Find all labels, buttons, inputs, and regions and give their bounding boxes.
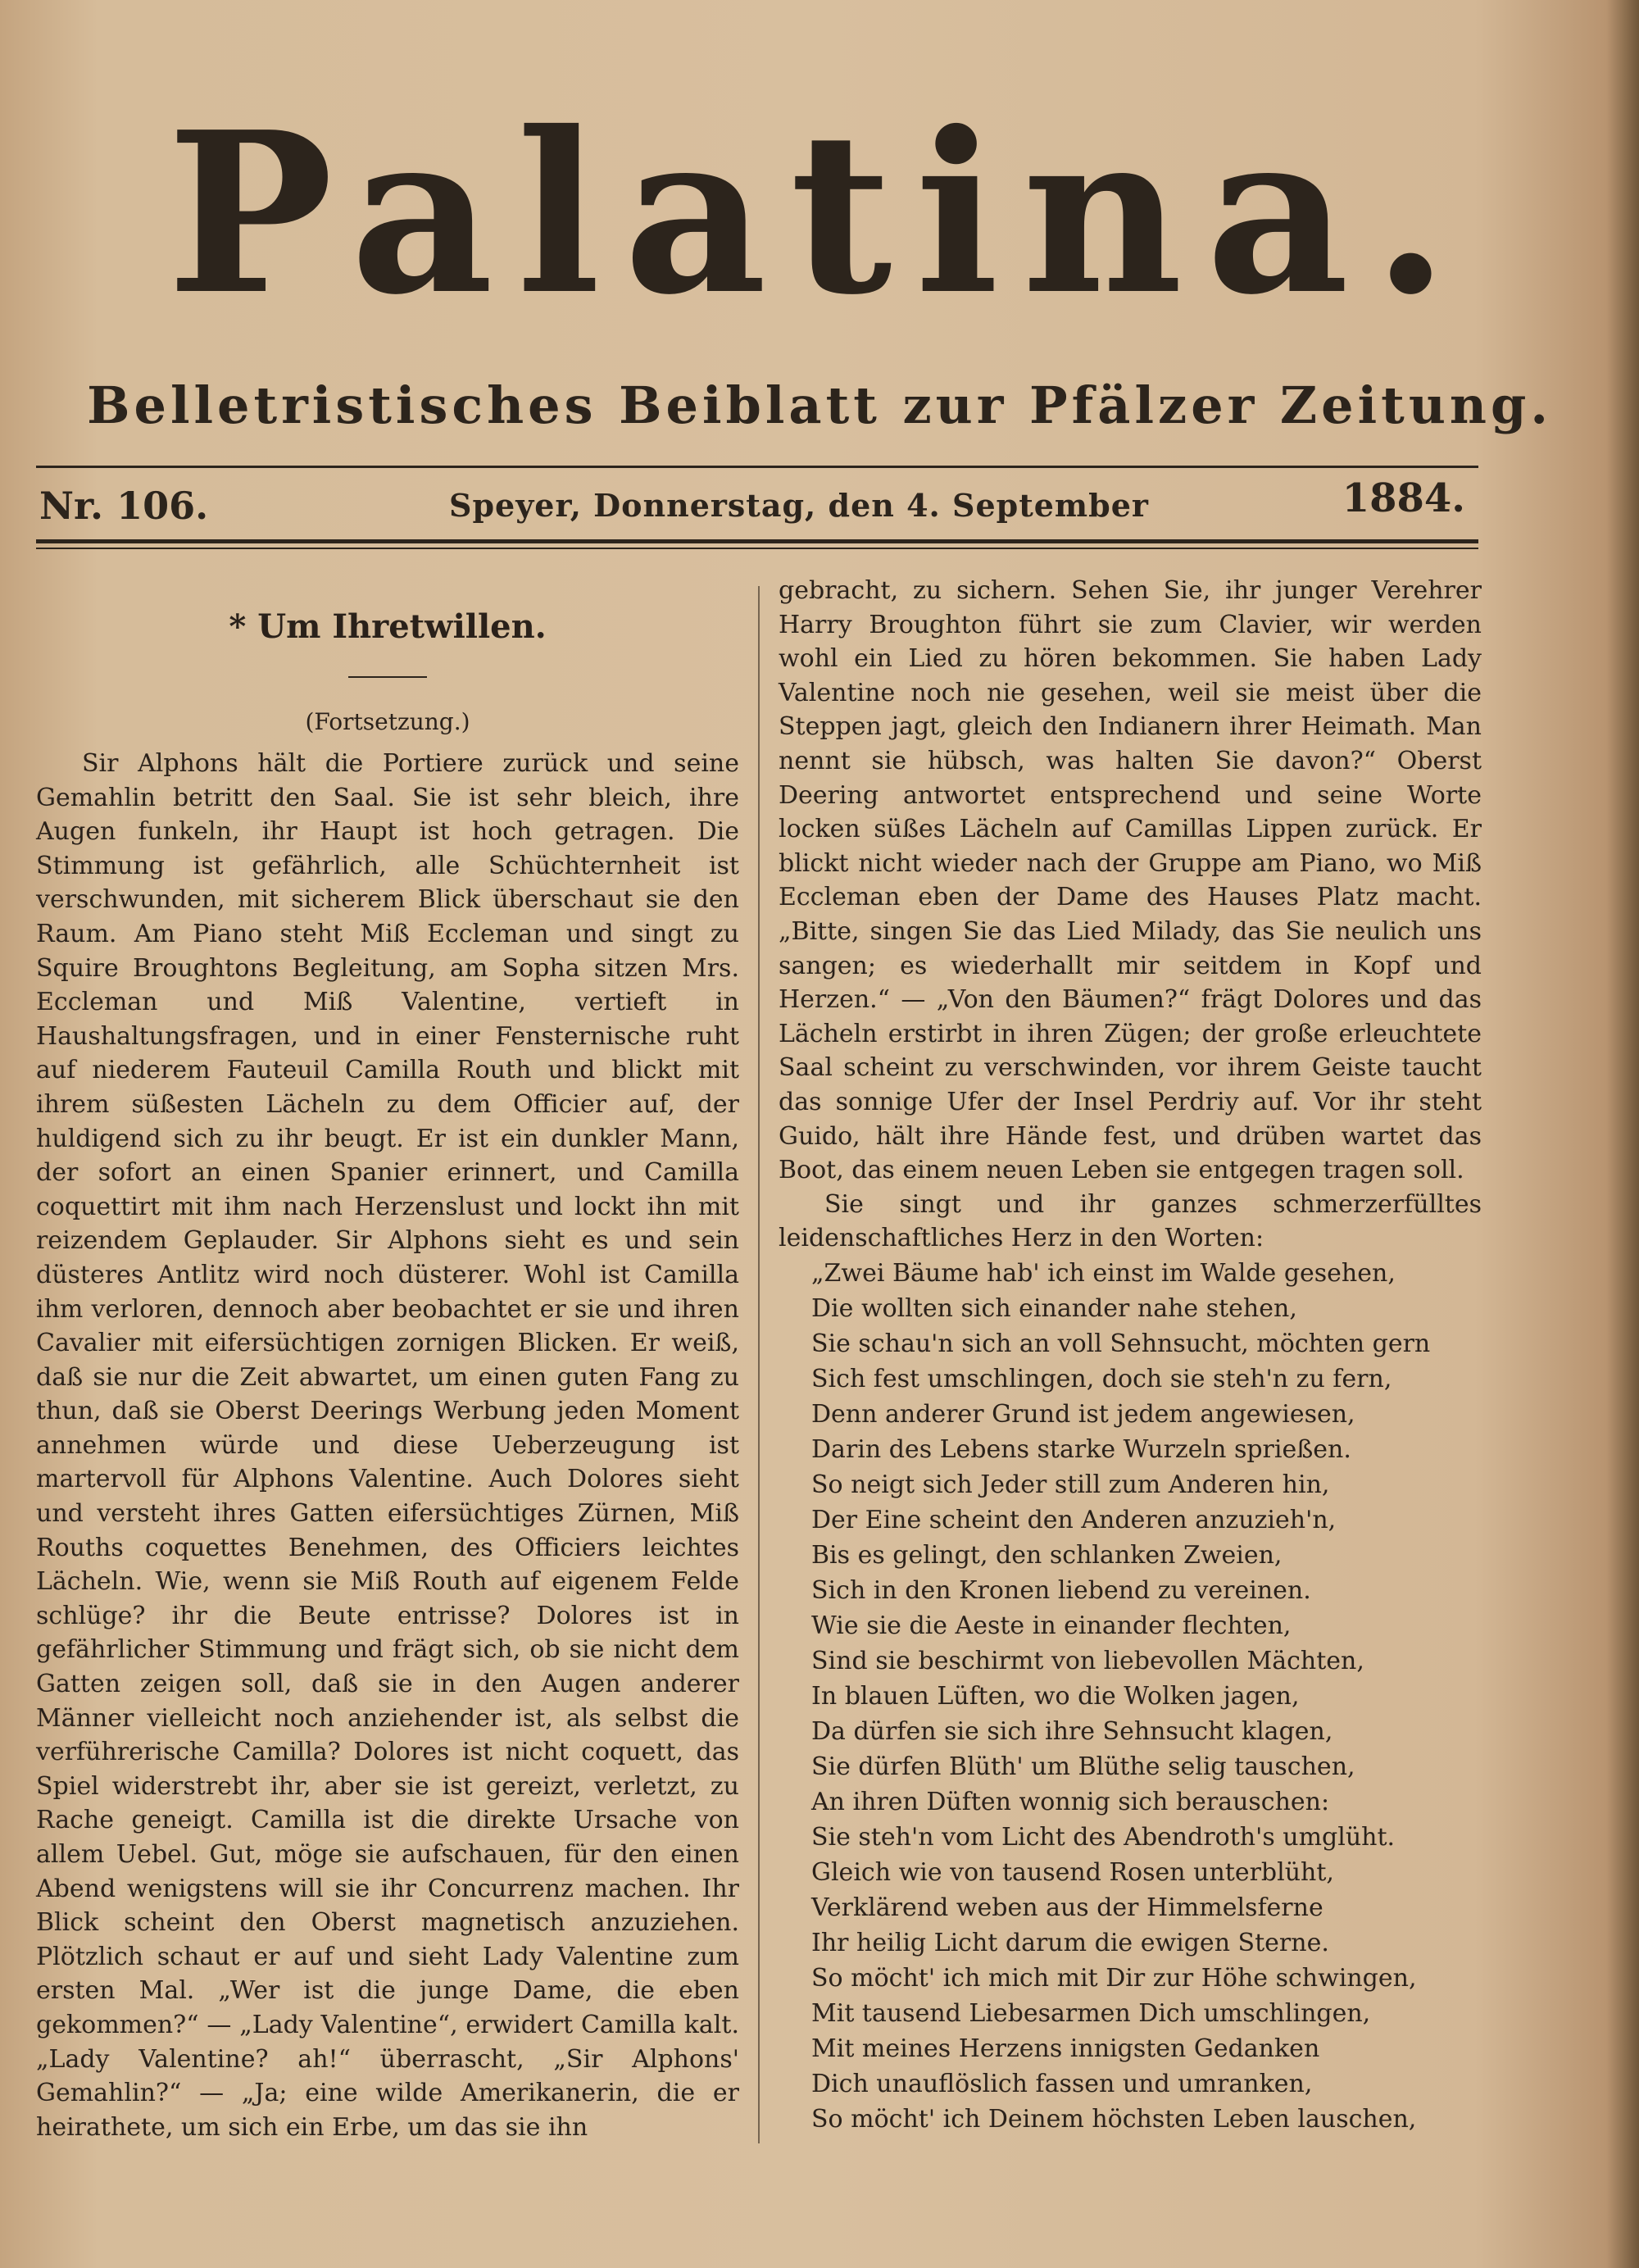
poem-line: Ihr heilig Licht darum die ewigen Sterne. (811, 1928, 1329, 1957)
continuation-note: (Fortsetzung.) (305, 708, 470, 735)
poem-line: Dich unauflöslich fassen und umranken, (811, 2069, 1313, 2098)
poem-line: Wie sie die Aeste in einander flechten, (811, 1611, 1292, 1640)
poem-line: So möcht' ich mich mit Dir zur Höhe schwingen, (811, 1963, 1417, 1993)
poem-line: „Zwei Bäume hab' ich einst im Walde gesehen, (811, 1258, 1396, 1288)
column-separator (758, 586, 760, 2143)
poem-line: Die wollten sich einander nahe stehen, (811, 1293, 1297, 1323)
poem-line: Verklärend weben aus der Himmelsferne (811, 1893, 1323, 1922)
dateline-rule-thin (36, 548, 1478, 549)
dateline (39, 475, 1465, 533)
issue-year: 1884. (1342, 475, 1465, 521)
poem-line: Da dürfen sie sich ihre Sehnsucht klagen, (811, 1716, 1333, 1746)
poem-line: So neigt sich Jeder still zum Anderen hin, (811, 1470, 1330, 1499)
left-column (36, 602, 739, 2144)
poem-line: In blauen Lüften, wo die Wolken jagen, (811, 1681, 1300, 1711)
poem-line: Bis es gelingt, den schlanken Zweien, (811, 1540, 1283, 1570)
masthead-title: Palatina. (166, 83, 1473, 343)
poem-line: Der Eine scheint den Anderen anzuzieh'n, (811, 1505, 1337, 1534)
poem-line: Sie schau'n sich an voll Sehnsucht, möchten gern (811, 1329, 1431, 1358)
article-paragraph-song-intro: Sie singt und ihr ganzes schmerzerfülltes leidenschaftliches Herz in den Worten: (779, 1189, 1482, 1253)
poem-line: Sind sie beschirmt von liebevollen Mächten, (811, 1646, 1364, 1675)
poem-line: Sie dürfen Blüth' um Blüthe selig tauschen, (811, 1752, 1355, 1781)
poem-line: An ihren Düften wonnig sich berauschen: (811, 1787, 1330, 1816)
poem-line: Darin des Lebens starke Wurzeln sprießen. (811, 1434, 1351, 1464)
dateline-rule-thick (36, 539, 1478, 543)
poem-line: Mit meines Herzens innigsten Gedanken (811, 2034, 1320, 2063)
article-title: * Um Ihretwillen. (229, 607, 547, 646)
title-divider (348, 676, 427, 678)
top-rule (36, 466, 1478, 468)
article-paragraph-left: Sir Alphons hält die Portiere zurück und seine Gemahlin betritt den Saal. Sie ist sehr bleich, ihre Augen funkeln, ihr Haupt ist hoch getragen. Die Stimmung ist gefährlich, alle Schüchternheit ist verschwunden, mit sicherem Blick überschaut sie den Raum. Am Piano steht Miß Eccleman und singt zu Squire Broughtons Begleitung, am Sopha sitzen Mrs. Eccleman und Miß Valentine, vertieft in Haushaltungsfragen, und in einer Fensternische ruht auf niederem Fauteuil Camilla Routh und blickt mit ihrem süßesten Lächeln zu dem Officier auf, der huldigend sich zu ihr beugt. Er ist ein dunkler Mann, der sofort an einen Spanier erinnert, und Camilla coquettirt mit ihm nach Herzenslust und lockt ihn mit reizendem Geplauder. Sir Alphons sieht es und sein düsteres Antlitz wird noch düsterer. Wohl ist Camilla ihm verloren, dennoch aber beobachtet er sie und ihren Cavalier mit eifersüchtigen zornigen Blicken. Er weiß, daß sie nur die Zeit abwartet, um einen guten Fang zu thun, daß sie Oberst Deerings Werbung jeden Moment annehmen würde und diese Ueberzeugung ist martervoll für Alphons Valentine. Auch Dolores sieht und versteht ihres Gatten eifersüchtiges Zürnen, Miß Rouths coquettes Benehmen, des Officiers leichtes Lächeln. Wie, wenn sie Miß Routh auf eigenem Felde schlüge? ihr die Beute entrisse? Dolores ist in gefährlicher Stimmung und frägt sich, ob sie nicht dem Gatten zeigen soll, daß sie in den Augen anderer Männer vielleicht noch anziehender ist, als selbst die verführerische Camilla? Dolores ist nicht coquett, das Spiel widerstrebt ihr, aber sie ist gereizt, verletzt, zu Rache geneigt. Camilla ist die direkte Ursache von allem Uebel. Gut, möge sie aufschauen, für den einen Abend wenigstens will sie ihr Concurrenz machen. Ihr Blick scheint den Oberst magnetisch anzuziehen. Plötzlich schaut er auf und sieht Lady Valentine zum ersten Mal. „Wer ist die junge Dame, die eben gekommen?“ — „Lady Valentine“, erwidert Camilla kalt. „Lady Valentine? ah!“ überrascht, „Sir Alphons' Gemahlin?“ — „Ja; eine wilde Amerikanerin, die er heirathete, um sich ein Erbe, um das sie ihn (36, 749, 739, 2142)
poem-line: Gleich wie von tausend Rosen unterblüht, (811, 1857, 1334, 1887)
poem-line: Sie steh'n vom Licht des Abendroth's umglüht. (811, 1822, 1396, 1852)
poem (779, 1256, 1482, 2137)
poem-line: Sich in den Kronen liebend zu vereinen. (811, 1575, 1311, 1605)
issue-number: Nr. 106. (39, 484, 209, 528)
right-column (779, 574, 1482, 2137)
poem-line: Sich fest umschlingen, doch sie steh'n zu fern, (811, 1364, 1392, 1393)
poem-line: So möcht' ich Deinem höchsten Leben lauschen, (811, 2104, 1417, 2134)
poem-line: Mit tausend Liebesarmen Dich umschlingen, (811, 1998, 1371, 2028)
issue-place-date: Speyer, Donnerstag, den 4. September (449, 487, 1149, 524)
masthead-subtitle: Belletristisches Beiblatt zur Pfälzer Zeitung. (87, 375, 1552, 435)
article-paragraph-right: gebracht, zu sichern. Sehen Sie, ihr junger Verehrer Harry Broughton führt sie zum Clavier, wir werden wohl ein Lied zu hören bekommen. Sie haben Lady Valentine noch nie gesehen, weil sie meist über die Steppen jagt, gleich den Indianern ihrer Heimath. Man nennt sie hübsch, was halten Sie davon?“ Oberst Deering antwortet entsprechend und seine Worte locken süßes Lächeln auf Camillas Lippen zurück. Er blickt nicht wieder nach der Gruppe am Piano, wo Miß Eccleman eben der Dame des Hauses Platz macht. „Bitte, singen Sie das Lied Milady, das Sie neulich uns sangen; es wiederhallt mir seitdem in Kopf und Herzen.“ — „Von den Bäumen?“ frägt Dolores und das Lächeln erstirbt in ihren Zügen; der große erleuchtete Saal scheint zu verschwinden, vor ihrem Geiste taucht das sonnige Ufer der Insel Perdriy auf. Vor ihr steht Guido, hält ihre Hände fest, und drüben wartet das Boot, das einem neuen Leben sie entgegen tragen soll. (779, 576, 1482, 1185)
poem-line: Denn anderer Grund ist jedem angewiesen, (811, 1399, 1355, 1429)
